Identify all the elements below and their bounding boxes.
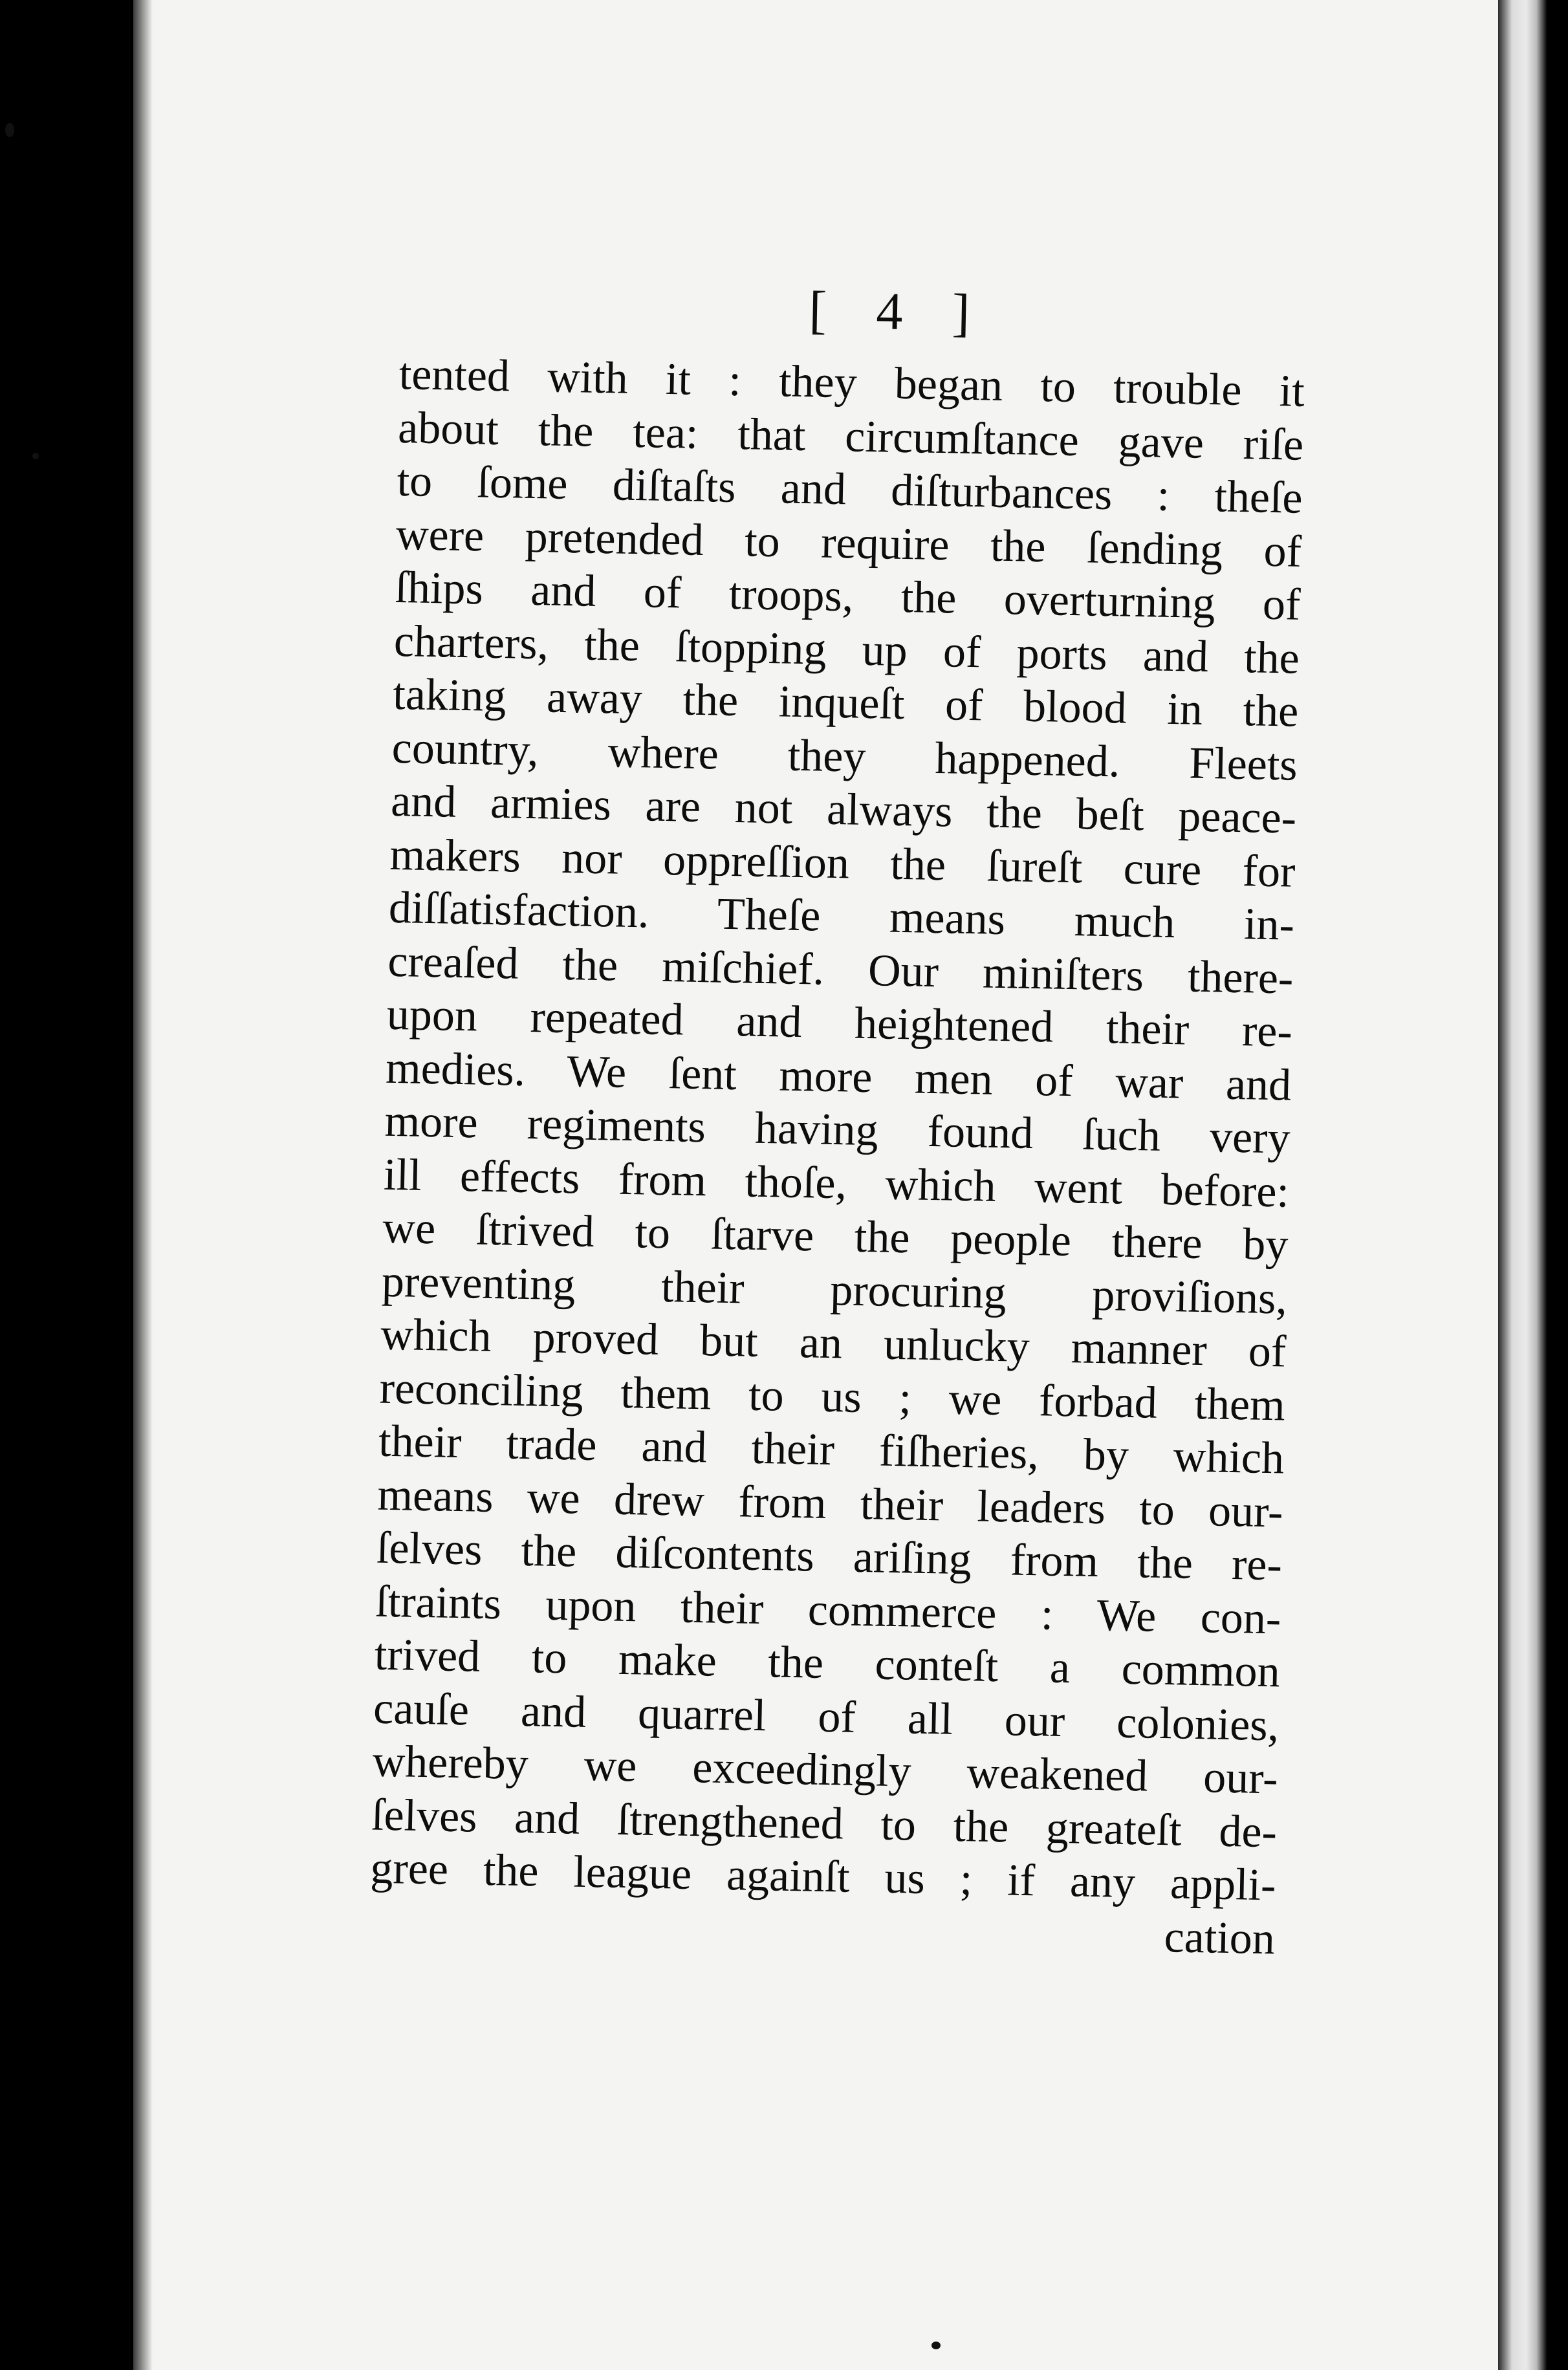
page-number: [ 4 ] [808, 280, 989, 343]
text-line: their trade and their fiſheries, by which [378, 1416, 1285, 1484]
text-line: cauſe and quarrel of all our colonies, [373, 1683, 1279, 1750]
text-line: whereby we exceedingly weakened our- [372, 1736, 1279, 1804]
text-line: ſhips and of troops, the overturning of [394, 562, 1301, 630]
text-line: ſelves the diſcontents ariſing from the re- [376, 1523, 1283, 1591]
scan-speck [931, 2342, 941, 2349]
text-line: to ſome diſtaſts and diſturbances : theſe [397, 455, 1303, 523]
text-line: ſelves and ſtrengthened to the greateſt de- [371, 1790, 1278, 1857]
text-line: ill effects from thoſe, which went before: [383, 1149, 1290, 1217]
text-line: makers nor oppreſſion the ſureſt cure for [389, 829, 1296, 897]
text-line: creaſed the miſchief. Our miniſters there- [387, 936, 1294, 1004]
scan-speck [32, 453, 39, 459]
text-line: more regiments having found ſuch very [384, 1096, 1291, 1164]
text-line: taking away the inqueſt of blood in the [392, 669, 1299, 737]
body-text [370, 348, 1305, 1913]
text-line: we ſtrived to ſtarve the people there by [382, 1202, 1289, 1270]
page-edge-right [1498, 0, 1568, 2370]
text-line: preventing their procuring proviſions, [381, 1256, 1288, 1324]
text-line: gree the league againſt us ; if any appli- [369, 1843, 1277, 1911]
text-line: were pretended to require the ſending of [395, 509, 1302, 577]
text-line: charters, the ſtopping up of ports and the [393, 616, 1300, 684]
text-line: which proved but an unlucky manner of [380, 1309, 1287, 1377]
text-line: ſtraints upon their commerce : We con- [375, 1576, 1282, 1644]
text-line: tented with it : they began to trouble it [398, 349, 1305, 417]
text-line: trived to make the conteſt a common [374, 1629, 1281, 1697]
text-line: country, where they happened. Fleets [391, 723, 1298, 790]
text-line: medies. We ſent more men of war and [385, 1043, 1292, 1111]
text-block [369, 272, 1307, 1966]
text-line: reconciling them to us ; we forbad them [379, 1363, 1286, 1431]
text-line: and armies are not always the beſt peace- [390, 776, 1297, 843]
scan-speck [5, 123, 14, 137]
text-line: diſſatisfaction. Theſe means much in- [388, 882, 1295, 950]
text-line: about the tea: that circumſtance gave riſe [397, 402, 1304, 470]
catchword: cation [1164, 1911, 1276, 1964]
page-binding-shadow [133, 0, 153, 2370]
text-line: means we drew from their leaders to our- [376, 1470, 1284, 1538]
text-line: upon repeated and heightened their re- [386, 989, 1293, 1057]
